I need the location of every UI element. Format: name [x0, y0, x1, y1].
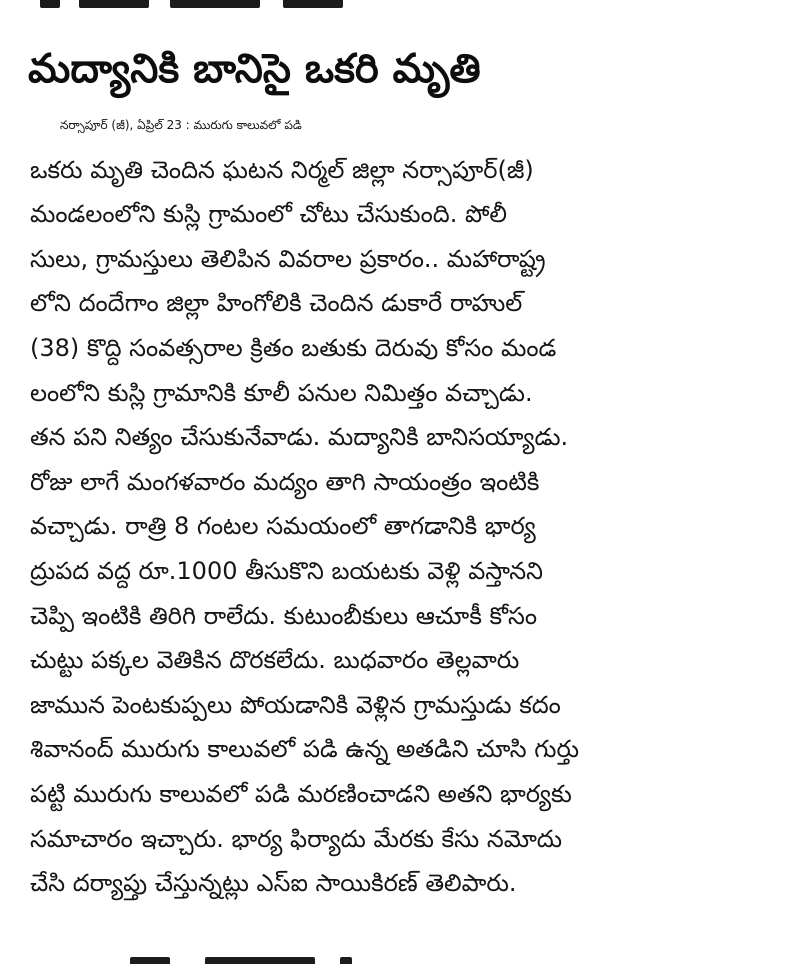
- cut-off-glyph: [130, 957, 170, 964]
- cut-off-previous-text: [40, 0, 410, 8]
- cut-off-glyph: [40, 0, 60, 8]
- cut-off-glyph: [205, 957, 315, 964]
- article-line: లంలోని కుస్లి గ్రామానికి కూలీ పనుల నిమిత్తం వచ్చాడు.: [30, 378, 533, 407]
- article-line: చుట్టు పక్కల వెతికిన దొరకలేదు. బుధవారం తెల్లవారు: [30, 646, 520, 675]
- article-line: లోని దందేగాం జిల్లా హింగోలికి చెందిన డుకారే రాహుల్: [30, 289, 523, 318]
- article-line: తన పని నిత్యం చేసుకునేవాడు. మద్యానికి బానిసయ్యాడు.: [30, 423, 569, 452]
- cut-off-glyph: [283, 0, 343, 8]
- article-line: (38) కొద్ది సంవత్సరాల క్రితం బతుకు దెరువు కోసం మండ: [30, 333, 557, 362]
- article-line: చేసి దర్యాప్తు చేస్తున్నట్లు ఎస్ఐ సాయికిరణ్ తెలిపారు.: [30, 869, 517, 898]
- article-line: సమాచారం ఇచ్చారు. భార్య ఫిర్యాదు మేరకు కేసు నమోదు: [30, 824, 563, 853]
- article-line: ద్రుపద వద్ద రూ.1000 తీసుకొని బయటకు వెళ్లి వస్తానని: [30, 556, 543, 585]
- article-line: జామున పెంటకుప్పలు పోయడానికి వెళ్లిన గ్రామస్తుడు కదం: [30, 690, 561, 719]
- cut-off-glyph: [79, 0, 149, 8]
- cut-off-glyph: [170, 0, 260, 8]
- article-line: మండలంలోని కుస్లి గ్రామంలో చోటు చేసుకుంది. పోలీ: [30, 200, 508, 229]
- cut-off-glyph: [340, 957, 352, 964]
- cut-off-next-text: [130, 952, 380, 964]
- article-body: [30, 103, 732, 906]
- article-line: పట్టి మురుగు కాలువలో పడి మరణించాడని అతని భార్యకు: [30, 779, 572, 808]
- article-line: రోజు లాగే మంగళవారం మద్యం తాగి సాయంత్రం ఇంటికి: [30, 467, 540, 496]
- article-line: శివానంద్ మురుగు కాలువలో పడి ఉన్న అతడిని చూసి గుర్తు: [30, 735, 580, 764]
- article-line: సులు, గ్రామస్తులు తెలిపిన వివరాల ప్రకారం.. మహారాష్ట్ర: [30, 244, 546, 273]
- article-line: ఒకరు మృతి చెందిన ఘటన నిర్మల్ జిల్లా నర్సాపూర్(జీ): [30, 155, 534, 184]
- article-line: వచ్చాడు. రాత్రి 8 గంటల సమయంలో తాగడానికి భార్య: [30, 512, 536, 541]
- article-line: చెప్పి ఇంటికి తిరిగి రాలేదు. కుటుంబీకులు ఆచూకీ కోసం: [30, 601, 538, 630]
- article-headline: మద్యానికి బానిసై ఒకరి మృతి: [28, 46, 481, 92]
- article-line: నర్సాపూర్ (జీ), ఏప్రిల్ 23 : మురుగు కాలువలో పడి: [60, 118, 302, 132]
